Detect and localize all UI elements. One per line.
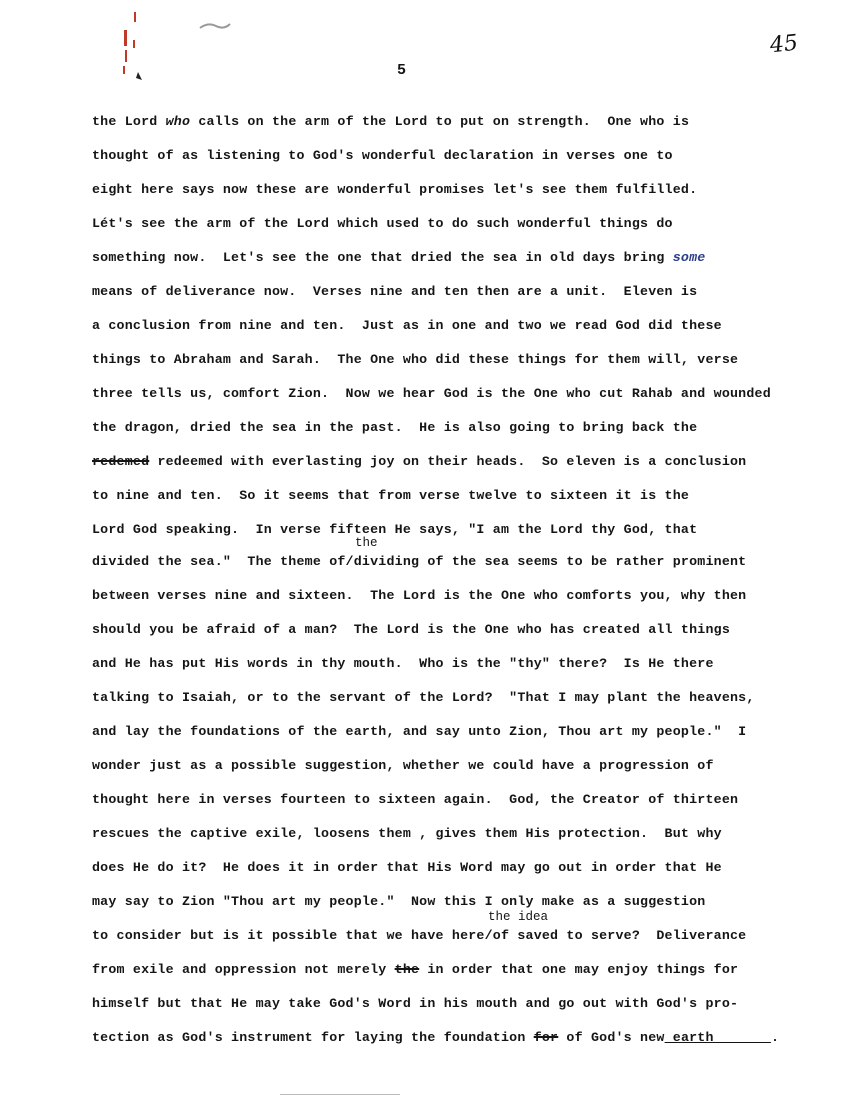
text-line: from exile and oppression not merely the in order that one may enjoy things for [92,962,739,977]
page-number: 5 [397,62,407,79]
text-line: rescues the captive exile, loosens them , gives them His protection. But why [92,826,722,841]
text-line: redemed redeemed with everlasting joy on their heads. So eleven is a conclusion [92,454,747,469]
handwritten-page-number: 45 [768,30,800,59]
text-line: tection as God's instrument for laying the foundation for of God's new earth . [92,1030,780,1045]
interlinear-insert: the [355,536,378,550]
underlined-blank: earth [664,1030,771,1045]
text-line: and lay the foundations of the earth, and say unto Zion, Thou art my people." I [92,724,747,739]
text-line: something now. Let's see the one that dried the sea in old days bring some [92,250,706,265]
text-line: three tells us, comfort Zion. Now we hear God is the One who cut Rahab and wounded [92,386,771,401]
text-line: things to Abraham and Sarah. The One who did these things for them will, verse [92,352,739,367]
text-line: the dragon, dried the sea in the past. He is also going to bring back the [92,420,698,435]
text-line: does He do it? He does it in order that His Word may go out in order that He [92,860,722,875]
text-line: himself but that He may take God's Word in his mouth and go out with God's pro- [92,996,739,1011]
text-line: thought here in verses fourteen to sixteen again. God, the Creator of thirteen [92,792,739,807]
text-line: Lét's see the arm of the Lord which used to do such wonderful things do [92,216,673,231]
scan-smudge [198,18,232,32]
text-line: between verses nine and sixteen. The Lord is the One who comforts you, why then [92,588,747,603]
text-line: should you be afraid of a man? The Lord is the One who has created all things [92,622,730,637]
text-line: divided the sea." The theme of/dividing of the sea seems to be rather prominent [92,554,747,569]
struck-word: for [533,1030,559,1045]
text-line: eight here says now these are wonderful promises let's see them fulfilled. [92,182,698,197]
text-line: Lord God speaking. In verse fifteen He says, "I am the Lord thy God, that [92,522,698,537]
struck-word: the [394,962,420,977]
text-line: and He has put His words in thy mouth. Who is the "thy" there? Is He there [92,656,714,671]
text-line: to consider but is it possible that we have here/of saved to serve? Deliverance [92,928,747,943]
text-line: to nine and ten. So it seems that from verse twelve to sixteen it is the [92,488,690,503]
text-line: talking to Isaiah, or to the servant of the Lord? "That I may plant the heavens, [92,690,755,705]
interlinear-insert: the idea [488,910,549,924]
text-line: means of deliverance now. Verses nine and ten then are a unit. Eleven is [92,284,698,299]
text-line: thought of as listening to God's wonderful declaration in verses one to [92,148,673,163]
text-line: may say to Zion "Thou art my people." Now this I only make as a suggestion [92,894,706,909]
text-line: a conclusion from nine and ten. Just as in one and two we read God did these [92,318,722,333]
scan-edge-line [280,1094,400,1095]
struck-word: redemed [92,454,150,469]
text-line: the Lord who calls on the arm of the Lord to put on strength. One who is [92,114,690,129]
text-line: wonder just as a possible suggestion, whether we could have a progression of [92,758,714,773]
margin-ink-marks [112,10,152,82]
